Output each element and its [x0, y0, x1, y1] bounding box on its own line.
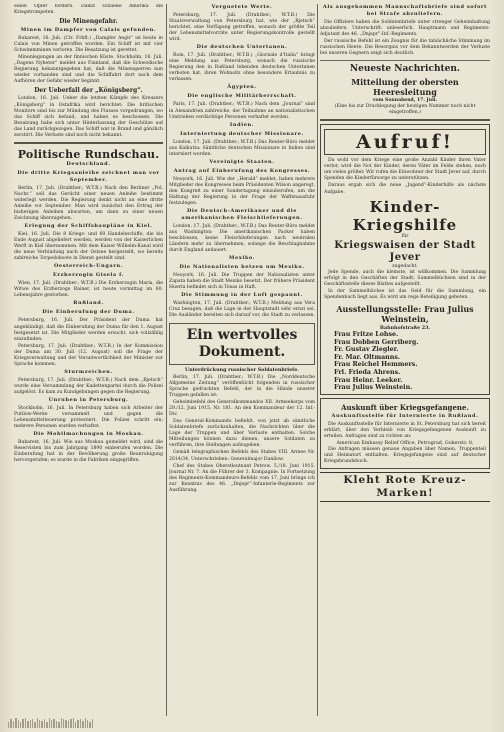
country-heading: Vereinigte Staaten.	[209, 158, 275, 165]
article-subheading: Interniertung deutscher Missionare.	[180, 130, 304, 137]
stamp-bar	[68, 721, 69, 728]
stamp-bar	[61, 718, 62, 728]
article-text: Berlin, 17. Juli. (Drahtber.; W.T.B.) Nach den Berliner „Pol. Nachr.“ soll das Gerücht einer neuen Anleihe bestimmt widerlegt werden. Die Regierung denkt nicht an eine dritte Anleihe vor September. Man wird zunächst den Ertrag der bisherigen Anleihen abwarten, um dann zu einer neuen Zeichnung überzugehen.	[14, 185, 163, 222]
country-heading: Deutschland.	[66, 160, 111, 167]
announcement-heading: Mitteilung der obersten Heeresleitung	[351, 77, 459, 98]
stamp-bar	[25, 718, 26, 728]
article-text: Bukarest, 16. Juli. Wie aus Moskau gemeldet wird, sind die Reservisten bis zum Jahrgang 1890 einberufen worden. Die Einberufung hat in der Bevölkerung große Beunruhigung hervorgerufen; es wurde in die Fabriken eingegriffen.	[14, 440, 163, 464]
stamp-bar	[70, 719, 71, 728]
appeal-box	[320, 124, 490, 394]
stamp-bar	[27, 721, 28, 728]
column-right	[320, 4, 490, 728]
stamp-bar	[80, 719, 81, 728]
article-subheading: Unruhen in Petersburg.	[48, 396, 129, 403]
appeal-subheading: Kriegswaisen der Stadt Jever	[334, 239, 476, 263]
article-text: Petersburg, 17. Juli. (Drahtber.; W.T.B.) In der Kommission der Duma am 30. Juli (12. August) soll die Frage der Kriegsverwaltung und der Verantwortlichkeit der Minister zur Sprache kommen.	[14, 343, 163, 367]
stamp-bar	[85, 718, 86, 728]
article-text: Berlin, 17. Juli. (Drahtber.; W.T.B.) Die „Norddeutsche Allgemeine Zeitung“ veröffentlicht folgenden in russischer Sprache gedruckten Befehl, der in die Hände unserer Truppen gefallen ist:	[169, 374, 315, 399]
collection-address: Bahnhofstraße 23.	[379, 324, 431, 331]
article-text: Gemäß telegraphischen Befehls des Stabes VIII. Armee Nr. 2014/34. Unterschrieben: Generalmajor Danilow.	[169, 450, 315, 462]
article-subheading: Die Nationalisten hetzen um Mexiko.	[179, 264, 305, 271]
article-subheading: Die englische Militärherrschaft.	[187, 93, 297, 100]
pow-info-box	[320, 398, 490, 469]
stamp-bar	[77, 720, 78, 728]
stamp-bar	[15, 718, 16, 728]
stamp-bar	[22, 719, 23, 728]
stamp-bar	[56, 721, 57, 728]
article-text: London, 16. Juli. Ueber die letzten Kämpfe des Kreuzers „Königsberg“ in Ostafrika wird berichtet: Die britischen Monitore sind bis zur Mündung des Flusses vorgedrungen, wo das Schiff sich befand, und haben es beschossen. Die Besatzung habe sich unter Hinterlassung der Geschütze auf das Land zurückgezogen. Das Schiff war in Brand und gänzlich zerstört. Die Verluste sind noch nicht bekannt.	[14, 96, 163, 138]
article-text: Kiel, 16. Juli. Die 8 Kriegs- und 60 Handelsschiffe, die bis Ende August abgeliefert werden, werden von der Kaiserlichen Werft in Kiel übernommen. Mit dem Kaiser Wilhelm-Kanal wird die neue Verbindung nach der Ostsee hergestellt, wo bereits zahlreiche Torpedoboote in Dienst gestellt sind.	[14, 232, 163, 262]
article-text: Petersburg, 16. Juli. Der Präsident der Duma hat angekündigt, daß die Einberufung der Duma für den 1. August festgesetzt ist. Die Mitglieder werden ersucht, sich vollzählig einzufinden.	[14, 318, 163, 342]
article-subheading: Die dritte Kriegsanleihe zeichnet man vor September.	[17, 169, 160, 183]
pow-heading: Auskunft über Kriegsgefangene.	[341, 402, 469, 412]
collector-name: Fr. Mar. Oltmanns.	[334, 353, 401, 361]
stamp-bar	[46, 722, 47, 728]
pow-text: Die Anfragen müssen genaue Angaben über Namen, Truppenteil und Heimatort enthalten. Kriegsgefangene sind auf deutscher Kriegsbrandsbuch.	[324, 447, 486, 465]
column-rule	[166, 4, 167, 716]
stamp-bar	[39, 720, 40, 728]
article-text: einen Opfer fordern. Damit schließe Amerika die Kriegstrompeten.	[14, 4, 163, 16]
document-title: Ein wertvolles Dokument.	[169, 323, 315, 365]
section-title: Politische Rundschau.	[17, 147, 160, 161]
article-text: Die Offiziere haben die Soldatenbriefe unter strenger Geheimhaltung abzuliefern. Unterschrift: unleserlich. Hauptmann und Regiments-Adjutant des 46. „Dnjepr“-Inf.-Regiments.	[320, 20, 490, 38]
document-subtitle: Unterdrückung russischer Soldatenbriefe.	[185, 366, 299, 373]
article-subheading: Die Stimmung in der Luft gespannt.	[181, 292, 303, 299]
collection-office: Ausstellungsstelle: Frau Julius Weinstein,	[336, 303, 474, 324]
article-subheading: Als ausgekommen Mannschaftsbriefe sind sofort bei Strafe abzuliefern.	[322, 4, 488, 17]
stamp-bar	[92, 719, 93, 728]
section-heading: Der Ueberfall der „Königsberg“.	[34, 87, 143, 95]
stamp-bar	[32, 719, 33, 728]
article-text: Petersburg, 17. Juli. (Drahtber.; W.T.B.) Die Staatsverwaltung von Petersburg hat, wie der „Rjetsch“ berichtet, eine Verfügung getroffen, wonach der größte Teil der Lebensmittelvorräte unter Regierungskontrolle gestellt wird.	[169, 13, 315, 43]
pow-address: American Embassy Relief Office, Petrograd, Gokerstr. 8.	[336, 440, 474, 446]
stamp-bar	[8, 722, 9, 728]
stamp-bar	[53, 719, 54, 728]
stamp-bar	[34, 722, 35, 728]
country-heading: Rußland.	[73, 300, 104, 307]
stamp-bar	[51, 720, 52, 728]
divider	[320, 60, 490, 61]
article-subheading: Erlegung der Schiffsbaupläne in Kiel.	[24, 223, 153, 230]
article-subheading: Verguetete Werte.	[211, 4, 273, 10]
appeal-text: Da wohl vor dem Kriege eine große Anzahl Kinder ihren Vater verlor, wird die Not der Kinder, deren Väter im Felde stehen, noch um vieles größer. Wir rufen die Einwohner der Stadt Jever auf, durch Spenden die Kinderfürsorge zu unterstützen.	[324, 158, 486, 182]
collector-name: Frl. Frieda Ahrens.	[334, 368, 401, 376]
country-heading: Indien.	[229, 121, 255, 128]
article-text: Chef des Stabes Oberstleutnant Petrow. 5./18. Juni 1915. Journal Nr. 7. An die Führer der 3. Kompagnie. In Fortsetzung des Regiments-Kommandeurs-Befehls vom 17. Juni bringe ich zur Kenntnis des 46. „Dnjepr“-Infanterie-Regiments zur Ausführung.	[169, 463, 315, 493]
article-text: Paris, 17. Juli. (Drahtber.; W.T.B.) Nach dem „Journal“ sind in Alexandrien zahlreiche, der Teilnahme an nationalistischen Umtrieben verdächtige Personen verhaftet worden.	[169, 102, 315, 120]
article-text: Wien, 17. Juli. (Drahtber.; W.T.B.) Die Erzherzogin Maria, die Witwe des Erzherzogs Rainer, ist heute vormittag im 80. Lebensjahre gestorben.	[14, 281, 163, 299]
article-text: Bukarest, 16. Juli. (Ctr. Frkft.) „Dampfer Aegir“ ist heute in Calais von Minen getroffen worden. Ein Schiff ist mit vier Schwimmminen verloren. Die Besatzung ist gerettet.	[14, 36, 163, 54]
stamp-bar	[82, 721, 83, 728]
appeal-title: Aufruf!	[324, 129, 486, 155]
article-text: Petersburg, 17. Juli. (Drahtber.; W.T.B.) Nach dem „Rjetsch“ wurde eine Versammlung der Kadettenpartei durch die Polizei aufgelöst. Es kam zu Kundgebungen gegen die Regierung.	[14, 377, 163, 395]
article-subheading: Erzherzogin Gisela f.	[52, 272, 125, 279]
stamp-bar	[63, 719, 64, 728]
stamp-bar	[10, 719, 11, 728]
article-text: Stockholm, 16. Juli. In Petersburg haben sich Arbeiter der Putilow-Werke versammelt und gegen die Lebensmittelteuerung protestiert. Die Polizei schritt ein; mehrere Personen wurden verhaftet.	[14, 405, 163, 430]
article-subheading: Die Mobilmachungen in Moskau.	[33, 431, 144, 438]
collector-name: Frau Fritze Lohse.	[334, 331, 399, 338]
stamp-bar	[87, 720, 88, 728]
stamp-bar	[13, 721, 14, 728]
appeal-text: Daraus ergab sich die neue „Jugend“-Kinderhilfe als nächste Aufgabe.	[324, 183, 486, 195]
announcement-date: vom Sonnabend, 17. Juli.	[372, 98, 438, 104]
article-text: Rom, 17. Juli. (Drahtber.; W.T.B.) „Giornale d'Italia“ bringt eine Meldung aus Petersburg, wonach die russische Regierung den in Rußland lebenden deutschen Untertanen verboten hat, ihren Wohnsitz ohne besondere Erlaubnis zu verlassen.	[169, 53, 315, 83]
article-subheading: Antrag auf Einberufung des Kongresses.	[173, 167, 311, 174]
collector-name: Frau Reichel Hemmers.	[334, 361, 418, 369]
collector-name: Frau Heinr. Leeker.	[334, 376, 403, 384]
appeal-heading-connector: für	[401, 233, 409, 239]
stamp-bar	[65, 720, 66, 728]
article-text: Das General-Kommando befiehlt, von jetzt ab sämtliche Soldatenbriefe zurückzuhalten, die Nachrichten über die Lage der Truppen und über Verluste enthalten. Solche Mitteilungen können dazu dienen, unsere Soldaten zu verführen, ihre Stellungen aufzugeben.	[169, 419, 315, 449]
library-stamp-barcode	[8, 718, 158, 728]
stamp-bar	[58, 722, 59, 728]
collector-list	[324, 331, 486, 392]
article-text: London, 17. Juli. (Drahtber.; W.T.B.) Das Reuter-Büro meldet aus Washington: Die amerikanischen Packer haben beschlossen, keine Fleischlieferungen nach neutralen Ländern mehr zu übernehmen, solange die Beschlagnahme durch England andauert.	[169, 223, 315, 254]
stamp-bar	[75, 722, 76, 728]
collector-name: Frau Dobben Gerriberg.	[334, 338, 419, 346]
stamp-bar	[89, 722, 90, 728]
section-title: Neueste Nachrichten.	[349, 64, 461, 75]
article-text: Washington, 17. Juli. (Drahtber.; W.T.B.) Meldung aus Vera Cruz besagen, daß die Lage in der Hauptstadt sehr ernst sei. Die Ausländer bereiten sich darauf vor, die Stadt zu verlassen.	[169, 301, 315, 319]
pow-subheading: Auskunftsstelle für Internierte in Rußland.	[331, 412, 479, 419]
article-subheading: Die deutschen Untertanen.	[196, 44, 288, 51]
article-text: Neuyork, 16. Juli. Die Truppen der Nationalisten unter Zapata haben die Stadt Mexiko besetzt. Der frühere Präsident Huerta befindet sich in Texas in Haft.	[169, 273, 315, 291]
section-heading: Die Minengefahr.	[59, 18, 118, 26]
article-text: Geheimbefehl des Generalkommandos XII. Armeekorps vom 29./12. Juni 1915. Nr. 181. An den Kommandeur der 12. Inf.-Div.	[169, 400, 315, 418]
column-middle	[169, 4, 315, 728]
collector-name: Frau Julius Weinstein.	[334, 384, 413, 392]
stamp-bar	[41, 721, 42, 728]
red-cross-stamps-ad: Kleht Rote Kreuz-Marken!	[320, 472, 490, 502]
country-heading: Ägypten.	[227, 84, 257, 91]
article-text: Der russische Befehl ist ein Zeugnis für die tatsächliche Stimmung im russischen Heere. Die Besorgnis vor dem Bekanntwerden der Verluste bei unseren Gegnern zeigt sich deutlich.	[320, 39, 490, 57]
pow-text: Die Auskunftsstelle für Internierte in St. Petersburg hat sich bereit erklärt, über den Verbleib von Kriegsgefangenen Auskunft zu erteilen. Anfragen sind zu richten an:	[324, 421, 486, 439]
divider	[14, 142, 163, 144]
stamp-bar	[37, 718, 38, 728]
announcement-note: (Eine bis zur Drucklegung der heutigen Nummer noch nicht eingetroffen.)	[334, 104, 476, 116]
country-heading: Mexiko.	[228, 255, 256, 262]
appeal-subheading-tail: zugedacht.	[392, 263, 418, 269]
column-left	[14, 4, 163, 728]
appeal-heading: Kinder-Kriegshilfe	[352, 197, 458, 234]
appeal-text: Jede Spende, auch die kleinste, ist willkommen. Die Sammlung erfolgt in den Geschäften der Stadt; Sammelbüchsen sind in der Geschäftsstelle dieses Blattes aufgestellt.	[324, 269, 486, 287]
article-subheading: Die Deutsch-Amerikaner und die amerikanischen Fleischlieferungen.	[181, 207, 303, 221]
article-text: Neuyork, 16. Juli. Wie der „Herald“ meldet, haben mehrere Mitglieder des Kongresses beim Präsidenten Wilson angeregt, den Kongreß zu einer Sondertagung einzuberufen, um die Haltung der Regierung in der Frage der Waffenausfuhr festzulegen.	[169, 176, 315, 206]
article-text: London, 17. Juli. (Drahtber.; W.T.B.) Das Reuter-Büro meldet aus Kalkutta: Sämtliche deutschen Missionare in Indien sind interniert worden.	[169, 139, 315, 157]
stamp-bar	[44, 719, 45, 728]
stamp-bar	[20, 722, 21, 728]
column-rule	[317, 4, 318, 716]
divider	[320, 119, 490, 121]
appeal-text: In der Sammelbüchse ist das Geld für die Sammlung, ein Spendenbuch liegt aus. Es wird um rege Beteiligung gebeten.	[324, 288, 486, 300]
stamp-bar	[49, 718, 50, 728]
stamp-bar	[73, 718, 74, 728]
country-heading: Oesterreich-Ungarn.	[53, 263, 124, 270]
collector-name: Fr. Gustav Ziegler.	[334, 346, 399, 354]
article-text: Minenlegungen an der finnischen Küste. Stockholm, 16. Juli. „Dagens Nyheter“ meldet aus Finnland, daß die Schwedische Regierung bekanntgegeben hat, daß die Minensperren nun wieder vorhanden sind und die Schiffahrt dort nach dem Aufhören der Gefahr wieder beginnt.	[14, 55, 163, 85]
article-subheading: Sturmzeichen.	[64, 368, 113, 375]
article-subheading: Minen im Dampfer von Calais gefunden.	[20, 27, 157, 34]
stamp-bar	[18, 720, 19, 728]
stamp-bar	[30, 720, 31, 728]
article-subheading: Die Einberufung der Duma.	[42, 309, 135, 316]
